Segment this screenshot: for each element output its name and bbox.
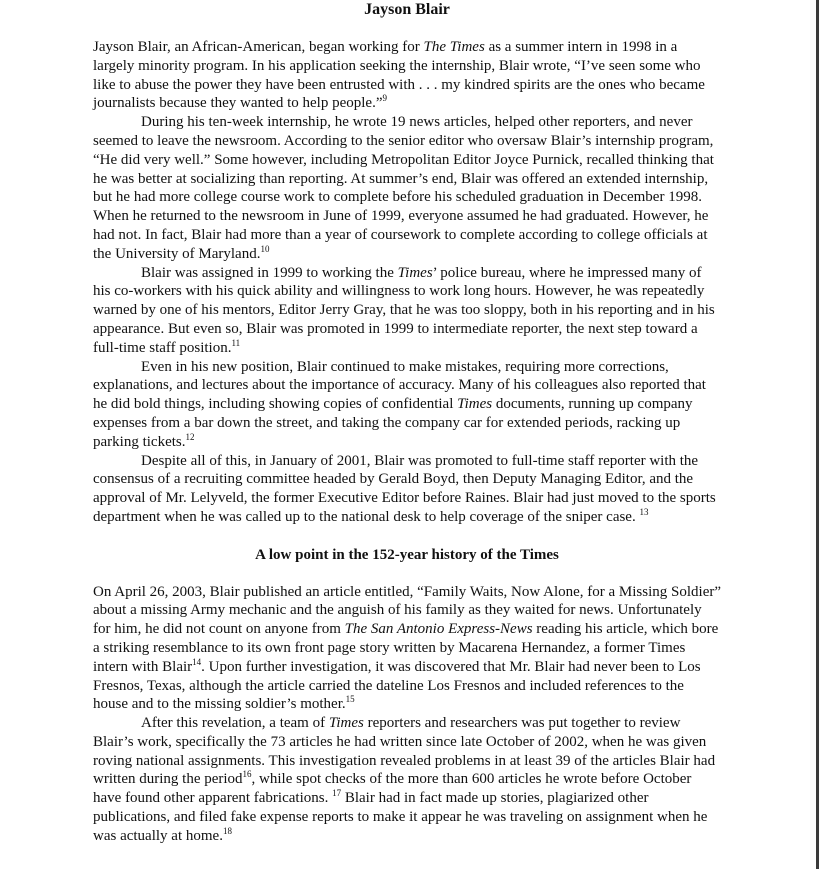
text-run: Even in his new position, Blair continued to make mistakes, requiring more corrections, explanations, and lectures about the importance of accuracy. Many of his colleagues also reported that he did bold things, including showing copies of confidential [93, 358, 706, 413]
footnote-marker: 16 [242, 769, 252, 780]
italic-run: The Times [423, 39, 485, 55]
paragraph-4 [93, 358, 721, 452]
text-run: documents, running up company expenses from a bar down the street, and taking the company car for extended periods, racking up parking tickets. [93, 396, 693, 450]
text-run: During his ten-week internship, he wrote 19 news articles, helped other reporters, and never seemed to leave the newsroom. According to the senior editor who oversaw Blair’s internship program, “He did very well.” Some however, including Metropolitan Editor Joyce Purnick, recalled thinking that he was better at socializing than reporting. At summer’s end, Blair was offered an extended internship, but he had more college course work to complete before his scheduled graduation in December 1998. When he returned to the newsroom in June of 1999, everyone assumed he had graduated. However, he had not. In fact, Blair had more than a year of coursework to complete according to college officials at the University of Maryland. [93, 114, 714, 262]
text-run: Blair was assigned in 1999 to working the [141, 264, 398, 281]
text-run: Jayson Blair, an African-American, began working for [93, 39, 424, 55]
text-run: , while spot checks of the more than 600 articles he wrote before October have found other apparent fabrications. [93, 771, 692, 807]
text-run: On April 26, 2003, Blair published an article entitled, “Family Waits, Now Alone, for a Missing Soldier” about a missing Army mechanic and the anguish of his family as they waited for news. Unfortunately for him, he did not count on anyone from [93, 583, 722, 638]
document-body [93, 38, 721, 846]
paragraph-1 [93, 38, 721, 113]
document-title: Jayson Blair [364, 1, 450, 18]
text-run: Blair had in fact made up stories, plagiarized other publications, and filed fake expense reports to make it appear he was traveling on assignment when he was actually at home. [93, 790, 708, 844]
text-run: as a summer intern in 1998 in a largely minority program. In his application seeking the internship, Blair wrote, “I’ve seen some who like to abuse the power they have been entrusted with . . . my kindred spirits are the ones who became journalists because they wanted to help people.” [93, 39, 705, 112]
text-run: . Upon further investigation, it was discovered that Mr. Blair had never been to Los Fresnos, Texas, although the article carried the dateline Los Fresnos and included references to the house and to the missing soldier’s mother. [93, 658, 701, 713]
text-run: reporters and researchers was put together to review Blair’s work, specifically the 73 articles he had written since late October of 2002, when he was given roving national assignments. This investigation revealed problems in at least 39 of the articles Blair had written during the period [93, 715, 716, 788]
footnote-marker: 13 [639, 506, 649, 517]
paragraph-5 [93, 452, 721, 527]
footnote-marker: 17 [332, 788, 342, 799]
footnote-marker: 15 [345, 694, 355, 705]
italic-run: Times [328, 715, 364, 732]
footnote-marker: 10 [260, 243, 270, 254]
footnote-marker: 14 [192, 656, 202, 667]
paragraph-2 [93, 113, 721, 263]
section-heading: A low point in the 152-year history of the Times [255, 546, 559, 563]
italic-run: Times [397, 264, 433, 281]
paragraph-6 [93, 583, 721, 715]
document-page [93, 0, 721, 846]
text-run: reading his article, which bore a striking resemblance to its own front page story written by Macarena Hernandez, a former Times intern with Blair [93, 621, 719, 675]
text-run: Despite all of this, in January of 2001, Blair was promoted to full-time staff reporter with the consensus of a recruiting committee headed by Gerald Boyd, then Deputy Managing Editor, and the approval of Mr. Lelyveld, the former Executive Editor before Raines. Blair had just moved to the sports department when he was called up to the national desk to help coverage of the sniper case. [93, 452, 716, 525]
italic-run: The San Antonio Express-News [344, 621, 533, 638]
footnote-marker: 12 [185, 431, 195, 442]
italic-run: Times [457, 396, 493, 413]
footnote-marker: 18 [222, 825, 232, 836]
footnote-marker: 9 [382, 93, 387, 104]
text-run: After this revelation, a team of [141, 715, 329, 732]
paragraph-7 [93, 714, 721, 846]
paragraph-3 [93, 264, 721, 358]
footnote-marker: 11 [231, 337, 241, 348]
text-run: ’ police bureau, where he impressed many of his co-workers with his quick ability and willingness to work long hours. However, he was repeatedly warned by one of his mentors, Editor Jerry Gray, that he was too sloppy, both in his reporting and in his appearance. But even so, Blair was promoted in 1999 to intermediate reporter, the next step toward a full-time staff position. [93, 264, 715, 356]
